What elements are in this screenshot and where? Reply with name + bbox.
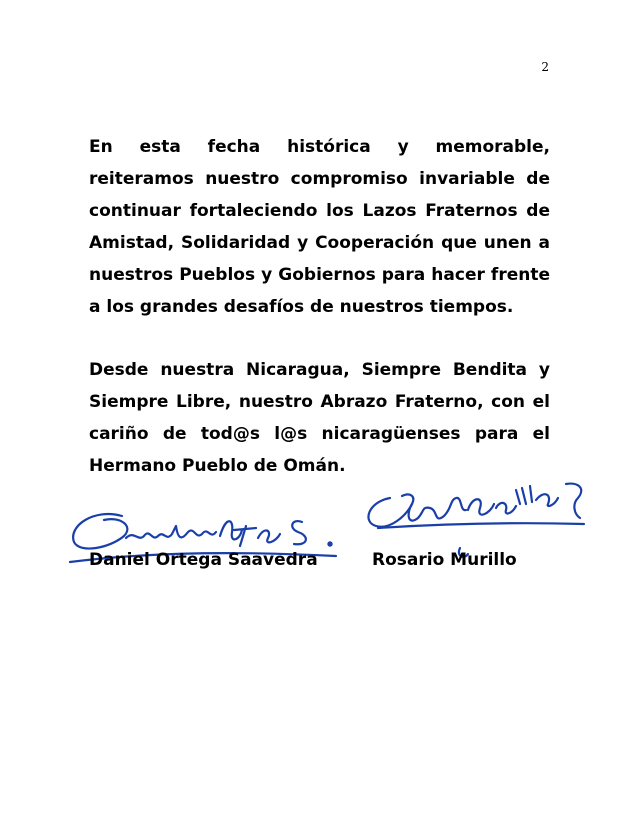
paragraph-greeting: Desde nuestra Nicaragua, Siempre Bendita y Siempre Libre, nuestro Abrazo Fraterno, con el cariño de tod@s l@s nicaragüenses para el Hermano Pueblo de Omán. [89, 360, 550, 476]
page-number: 2 [541, 60, 549, 74]
signer-name-murillo: Rosario Murillo [372, 550, 517, 570]
signature-block [0, 478, 638, 588]
paragraph-commitment: En esta fecha histórica y memorable, reiteramos nuestro compromiso invariable de continuar fortaleciendo los Lazos Fraternos de Amistad, Solidaridad y Cooperación que unen a nuestros Pueblos y Gobiernos para hacer frente a los grandes desafíos de nuestros tiempos. [89, 137, 550, 317]
signer-name-ortega: Daniel Ortega Saavedra [89, 550, 318, 570]
